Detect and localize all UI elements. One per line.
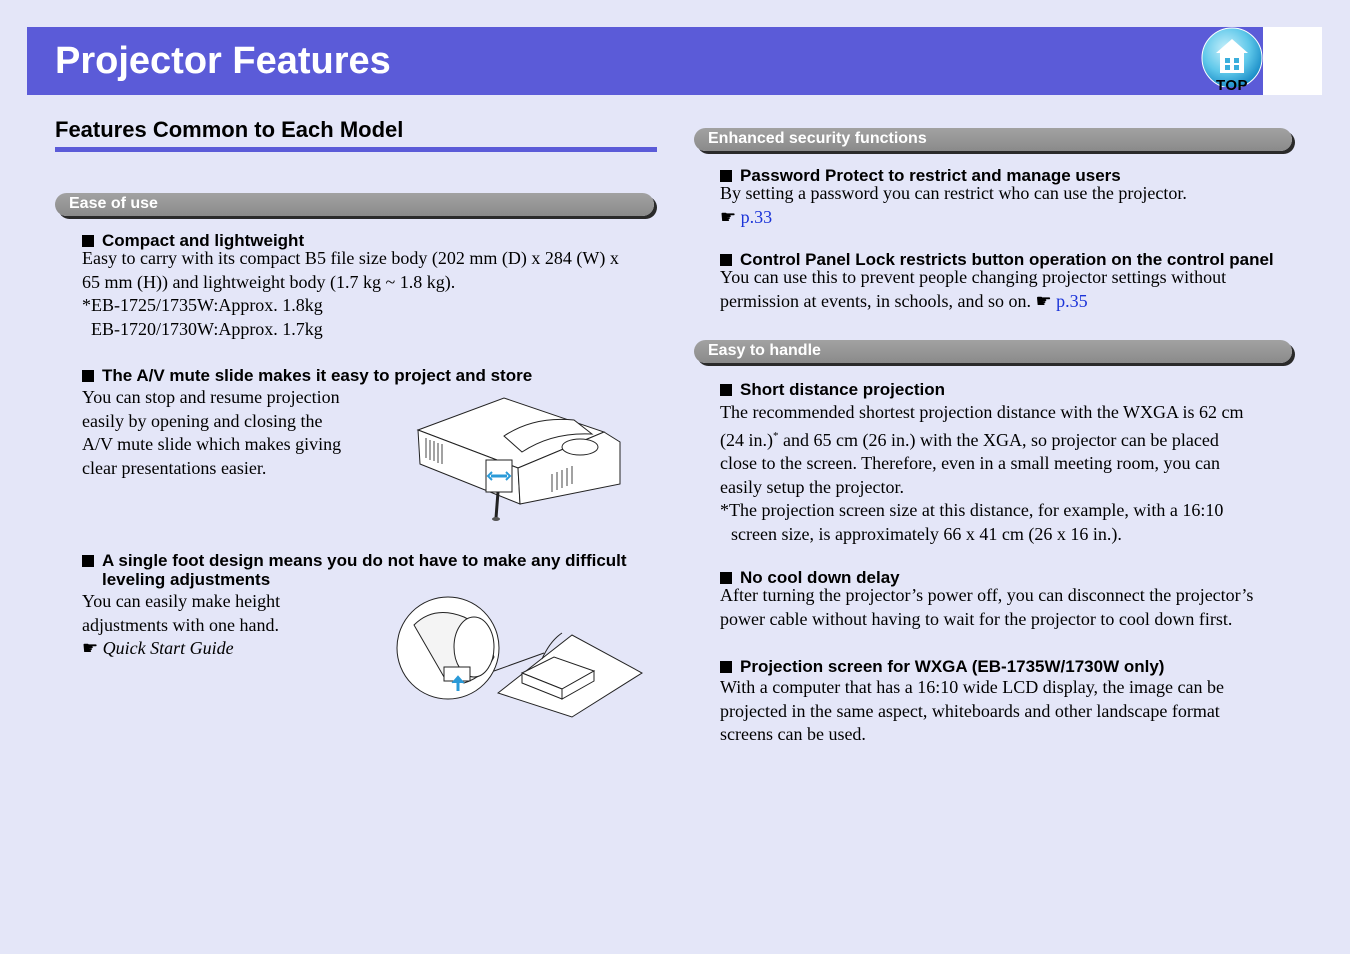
bullet-square-icon <box>82 555 94 567</box>
page-33-link[interactable]: p.33 <box>740 206 773 227</box>
single-foot-body: You can easily make height adjustments with one hand. ☛ Quick Start Guide <box>82 591 281 658</box>
short-distance-body: The recommended shortest projection distance with the WXGA is 62 cm (24 in.)* and 65 cm (26 in.) with the XGA, so projector can be placed close to the screen. Therefore, even in a small meeting room, you can easily setup the projector. *The projection screen size at this distance, for example, with a 16:10 screen size, is approximately 66 x 41 cm (26 x 16 in.). <box>720 402 1244 544</box>
password-body: By setting a password you can restrict who can use the projector. ☛ p.33 <box>720 183 1187 227</box>
top-button[interactable] <box>1198 27 1266 97</box>
bullet-square-icon <box>82 235 94 247</box>
short-distance-heading: Short distance projection <box>720 380 945 399</box>
single-foot-illustration <box>394 595 644 720</box>
bullet-square-icon <box>720 384 732 396</box>
av-mute-heading: The A/V mute slide makes it easy to project and store <box>82 366 532 385</box>
bullet-square-icon <box>720 254 732 266</box>
bullet-square-icon <box>720 572 732 584</box>
password-heading: Password Protect to restrict and manage users <box>720 166 1121 185</box>
wxga-heading: Projection screen for WXGA (EB-1735W/1730W only) <box>720 657 1164 676</box>
section-title: Features Common to Each Model <box>55 117 404 142</box>
bullet-square-icon <box>720 661 732 673</box>
quick-start-guide-link[interactable]: Quick Start Guide <box>102 638 234 658</box>
wxga-body: With a computer that has a 16:10 wide LCD display, the image can be projected in the same aspect, whiteboards and other landscape format screens can be used. <box>720 677 1224 744</box>
easy-to-handle-banner <box>694 340 1292 363</box>
easy-to-handle-label: Easy to handle <box>708 342 821 359</box>
pointing-hand-icon: ☛ <box>1035 290 1052 311</box>
projector-av-mute-illustration <box>412 392 627 522</box>
page-35-link[interactable]: p.35 <box>1056 290 1088 311</box>
page-title: Projector Features <box>55 40 391 82</box>
compact-heading: Compact and lightweight <box>82 231 304 250</box>
ease-of-use-banner <box>55 193 654 216</box>
security-banner <box>694 128 1292 151</box>
panel-lock-body: You can use this to prevent people changing projector settings without permission at events, in schools, and so on. ☛ p.35 <box>720 267 1227 311</box>
compact-body: Easy to carry with its compact B5 file size body (202 mm (D) x 284 (W) x 65 mm (H)) and lightweight body (1.7 kg ~ 1.8 kg). *EB-1725/1735W:Approx. 1.8kg EB-1720/1730W:Approx. 1.7kg <box>82 248 619 339</box>
av-mute-body: You can stop and resume projection easily by opening and closing the A/V mute slide which makes giving clear presentations easier. <box>82 387 342 478</box>
bullet-square-icon <box>82 370 94 382</box>
pointing-hand-icon: ☛ <box>720 206 737 227</box>
top-button-label: TOP <box>1215 77 1249 94</box>
pointing-hand-icon: ☛ <box>82 638 99 658</box>
page-header <box>27 27 1263 95</box>
bullet-square-icon <box>720 170 732 182</box>
panel-lock-heading: Control Panel Lock restricts button operation on the control panel <box>720 250 1274 269</box>
ease-of-use-label: Ease of use <box>69 195 158 212</box>
single-foot-heading: A single foot design means you do not have to make any difficult leveling adjustments <box>82 551 627 589</box>
no-cool-heading: No cool down delay <box>720 568 900 587</box>
section-divider <box>55 147 657 152</box>
security-label: Enhanced security functions <box>708 130 927 147</box>
no-cool-body: After turning the projector’s power off, you can disconnect the projector’s power cable without having to wait for the projector to cool down first. <box>720 585 1254 629</box>
header-right-panel <box>1263 27 1322 95</box>
